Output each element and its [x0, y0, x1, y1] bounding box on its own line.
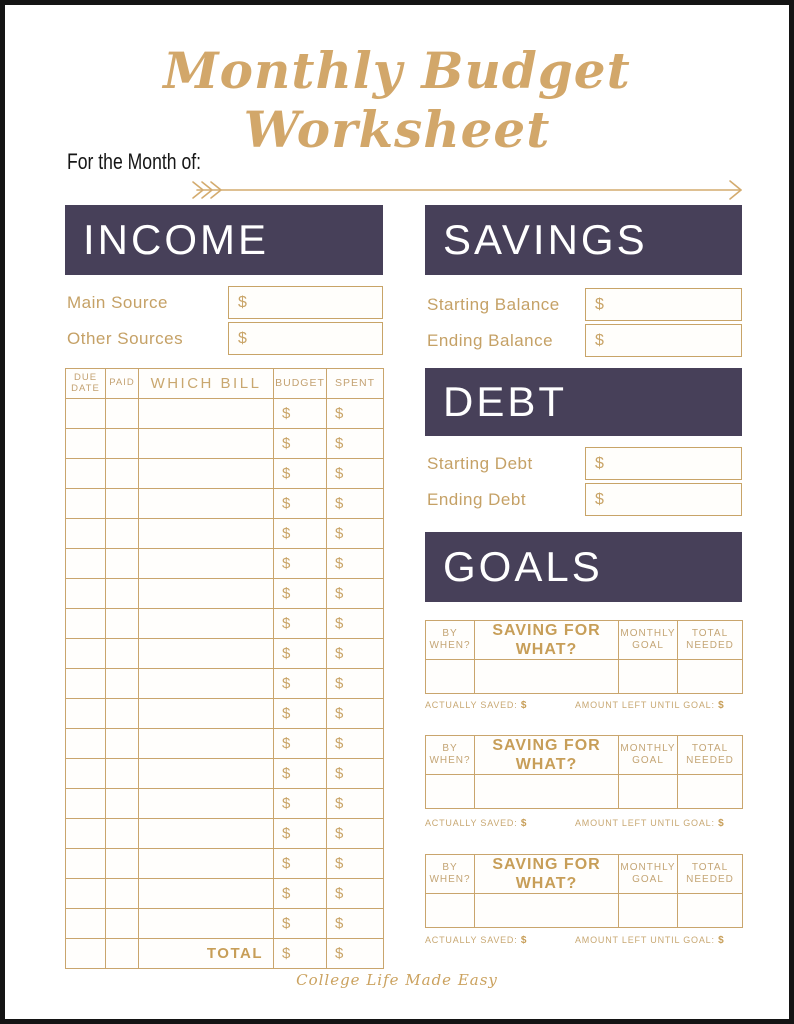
col-total-needed: TOTAL NEEDED: [678, 855, 743, 894]
bill-cell-spent: $: [327, 459, 384, 489]
bill-cell-which-bill: [139, 519, 274, 549]
actually-saved-label: ACTUALLY SAVED: $: [425, 818, 528, 829]
col-total-needed: TOTAL NEEDED: [678, 736, 743, 775]
bill-cell-paid: [106, 639, 139, 669]
bill-cell-budget: $: [274, 489, 327, 519]
bill-cell-which-bill: [139, 429, 274, 459]
bill-cell-which-bill: [139, 789, 274, 819]
goal-cell: [678, 775, 743, 809]
page-title: Monthly Budget Worksheet: [163, 41, 631, 159]
bill-cell-budget: $: [274, 579, 327, 609]
col-spent: SPENT: [327, 369, 384, 399]
bill-cell-due-date: [66, 729, 106, 759]
bill-cell-paid: [106, 459, 139, 489]
bill-cell-which-bill: [139, 399, 274, 429]
bill-cell-spent: $: [327, 399, 384, 429]
month-arrow-icon: [189, 177, 747, 203]
bill-cell-budget: $: [274, 639, 327, 669]
bill-row: [66, 459, 384, 489]
goals-header: GOALS: [425, 532, 742, 602]
brand-signature: College Life Made Easy: [296, 971, 498, 989]
goal-cell: [619, 775, 678, 809]
bill-cell-which-bill: [139, 759, 274, 789]
bill-row: [66, 789, 384, 819]
bill-cell-budget: $: [274, 729, 327, 759]
actually-saved-label: ACTUALLY SAVED: $: [425, 935, 528, 946]
bill-cell-due-date: [66, 789, 106, 819]
bill-cell-paid: [106, 519, 139, 549]
bill-cell-paid: [106, 879, 139, 909]
total-spent-cell: $: [327, 939, 384, 969]
goal-header-row: [426, 736, 743, 775]
goal-cell: [475, 775, 619, 809]
bill-cell-which-bill: [139, 459, 274, 489]
col-total-needed: TOTAL NEEDED: [678, 621, 743, 660]
col-saving-for-what: SAVING FOR WHAT?: [475, 855, 619, 894]
bill-cell-which-bill: [139, 669, 274, 699]
bill-row: [66, 429, 384, 459]
goal-entry-row: [426, 894, 743, 928]
other-sources-label: Other Sources: [67, 328, 184, 348]
bill-row: [66, 759, 384, 789]
bill-cell-paid: [106, 669, 139, 699]
income-header: INCOME: [65, 205, 383, 275]
ending-balance-label: Ending Balance: [427, 330, 554, 350]
bill-cell-budget: $: [274, 609, 327, 639]
starting-balance-box: $: [585, 288, 742, 321]
bill-cell-paid: [106, 549, 139, 579]
col-monthly-goal: MONTHLY GOAL: [619, 621, 678, 660]
goal-cell: [678, 894, 743, 928]
starting-balance-label: Starting Balance: [427, 294, 560, 314]
col-saving-for-what: SAVING FOR WHAT?: [475, 621, 619, 660]
goal-cell: [426, 894, 475, 928]
bill-cell-which-bill: [139, 819, 274, 849]
bill-cell-paid: [106, 429, 139, 459]
bill-row: [66, 639, 384, 669]
bill-cell-spent: $: [327, 699, 384, 729]
main-source-label: Main Source: [67, 292, 168, 312]
bill-cell-spent: $: [327, 579, 384, 609]
goal-entry-row: [426, 660, 743, 694]
ending-balance-row: [427, 324, 742, 357]
bill-cell-which-bill: [139, 609, 274, 639]
starting-debt-label: Starting Debt: [427, 453, 533, 473]
bill-cell-due-date: [66, 759, 106, 789]
income-other-sources-row: [67, 322, 383, 355]
bill-cell-paid: [106, 399, 139, 429]
bill-cell-due-date: [66, 399, 106, 429]
goal-cell: [426, 775, 475, 809]
bill-row: [66, 819, 384, 849]
goal-cell: [475, 894, 619, 928]
bill-cell-which-bill: [139, 579, 274, 609]
bill-cell-spent: $: [327, 909, 384, 939]
starting-debt-row: [427, 447, 742, 480]
bill-cell-budget: $: [274, 789, 327, 819]
bill-cell-spent: $: [327, 609, 384, 639]
bill-cell-which-bill: [139, 699, 274, 729]
bill-cell-paid: [106, 819, 139, 849]
savings-header: SAVINGS: [425, 205, 742, 275]
bills-header-row: [66, 369, 384, 399]
bill-cell-due-date: [66, 459, 106, 489]
col-budget: BUDGET: [274, 369, 327, 399]
bill-cell-budget: $: [274, 459, 327, 489]
total-paid-cell: [106, 939, 139, 969]
bill-cell-which-bill: [139, 879, 274, 909]
goal-cell: [475, 660, 619, 694]
starting-balance-row: [427, 288, 742, 321]
amount-left-label: AMOUNT LEFT UNTIL GOAL: $: [575, 818, 725, 829]
bill-cell-due-date: [66, 669, 106, 699]
ending-balance-box: $: [585, 324, 742, 357]
bill-cell-spent: $: [327, 789, 384, 819]
bill-cell-spent: $: [327, 519, 384, 549]
bill-row: [66, 609, 384, 639]
bill-row: [66, 669, 384, 699]
col-by-when: BY WHEN?: [426, 621, 475, 660]
total-due-cell: [66, 939, 106, 969]
bill-cell-due-date: [66, 489, 106, 519]
bill-cell-spent: $: [327, 849, 384, 879]
starting-debt-box: $: [585, 447, 742, 480]
bill-cell-spent: $: [327, 549, 384, 579]
ending-debt-box: $: [585, 483, 742, 516]
month-of-label: For the Month of:: [67, 149, 202, 174]
bill-row: [66, 849, 384, 879]
bill-cell-paid: [106, 759, 139, 789]
bill-row: [66, 699, 384, 729]
bill-row: [66, 519, 384, 549]
bills-rows: [66, 399, 384, 939]
bill-cell-spent: $: [327, 729, 384, 759]
bill-cell-budget: $: [274, 699, 327, 729]
goal-entry-row: [426, 775, 743, 809]
bill-cell-due-date: [66, 699, 106, 729]
goal-cell: [426, 660, 475, 694]
bill-cell-which-bill: [139, 639, 274, 669]
bill-cell-budget: $: [274, 849, 327, 879]
ending-debt-label: Ending Debt: [427, 489, 527, 509]
bill-cell-due-date: [66, 879, 106, 909]
amount-left-label: AMOUNT LEFT UNTIL GOAL: $: [575, 935, 725, 946]
bill-cell-budget: $: [274, 549, 327, 579]
col-paid: PAID: [106, 369, 139, 399]
bill-row: [66, 729, 384, 759]
bill-cell-due-date: [66, 549, 106, 579]
bill-cell-budget: $: [274, 669, 327, 699]
bill-cell-spent: $: [327, 669, 384, 699]
bill-cell-due-date: [66, 429, 106, 459]
goal-header-row: [426, 621, 743, 660]
ending-debt-row: [427, 483, 742, 516]
bill-cell-paid: [106, 909, 139, 939]
debt-header: DEBT: [425, 368, 742, 436]
income-main-source-row: [67, 286, 383, 319]
bill-cell-spent: $: [327, 819, 384, 849]
bill-row: [66, 549, 384, 579]
bill-cell-spent: $: [327, 489, 384, 519]
bill-cell-budget: $: [274, 909, 327, 939]
bill-cell-which-bill: [139, 909, 274, 939]
bill-cell-spent: $: [327, 879, 384, 909]
goal-cell: [619, 660, 678, 694]
bill-cell-due-date: [66, 819, 106, 849]
bill-row: [66, 399, 384, 429]
goal-labels-3: [425, 935, 742, 946]
main-source-amount-box: $: [228, 286, 383, 319]
bill-cell-budget: $: [274, 429, 327, 459]
col-by-when: BY WHEN?: [426, 736, 475, 775]
goal-table-2: [425, 735, 743, 809]
bill-cell-budget: $: [274, 879, 327, 909]
bill-cell-paid: [106, 789, 139, 819]
bill-cell-due-date: [66, 609, 106, 639]
bill-cell-spent: $: [327, 429, 384, 459]
bill-cell-due-date: [66, 909, 106, 939]
total-budget-cell: $: [274, 939, 327, 969]
bill-cell-due-date: [66, 519, 106, 549]
goal-labels-1: [425, 700, 742, 711]
bills-table: [65, 368, 384, 969]
bill-cell-spent: $: [327, 639, 384, 669]
bill-cell-budget: $: [274, 819, 327, 849]
bill-cell-spent: $: [327, 759, 384, 789]
col-by-when: BY WHEN?: [426, 855, 475, 894]
bill-row: [66, 489, 384, 519]
goal-table-1: [425, 620, 743, 694]
bill-row: [66, 579, 384, 609]
col-saving-for-what: SAVING FOR WHAT?: [475, 736, 619, 775]
col-due-date: DUE DATE: [66, 369, 106, 399]
bill-row: [66, 909, 384, 939]
bill-cell-which-bill: [139, 489, 274, 519]
other-sources-amount-box: $: [228, 322, 383, 355]
bill-cell-budget: $: [274, 399, 327, 429]
col-which-bill: WHICH BILL: [139, 369, 274, 399]
bills-total-row: [66, 939, 384, 969]
bill-cell-due-date: [66, 849, 106, 879]
bill-cell-paid: [106, 489, 139, 519]
goal-cell: [619, 894, 678, 928]
goal-table-3: [425, 854, 743, 928]
bill-cell-paid: [106, 729, 139, 759]
col-monthly-goal: MONTHLY GOAL: [619, 736, 678, 775]
bill-cell-paid: [106, 849, 139, 879]
bill-cell-which-bill: [139, 729, 274, 759]
bill-cell-which-bill: [139, 549, 274, 579]
bill-row: [66, 879, 384, 909]
bill-cell-paid: [106, 579, 139, 609]
amount-left-label: AMOUNT LEFT UNTIL GOAL: $: [575, 700, 725, 711]
goal-labels-2: [425, 818, 742, 829]
actually-saved-label: ACTUALLY SAVED: $: [425, 700, 528, 711]
col-monthly-goal: MONTHLY GOAL: [619, 855, 678, 894]
bill-cell-paid: [106, 609, 139, 639]
bill-cell-due-date: [66, 579, 106, 609]
bill-cell-due-date: [66, 639, 106, 669]
goal-cell: [678, 660, 743, 694]
bill-cell-which-bill: [139, 849, 274, 879]
bill-cell-budget: $: [274, 759, 327, 789]
bill-cell-budget: $: [274, 519, 327, 549]
goal-header-row: [426, 855, 743, 894]
total-label: TOTAL: [139, 939, 274, 969]
bill-cell-paid: [106, 699, 139, 729]
